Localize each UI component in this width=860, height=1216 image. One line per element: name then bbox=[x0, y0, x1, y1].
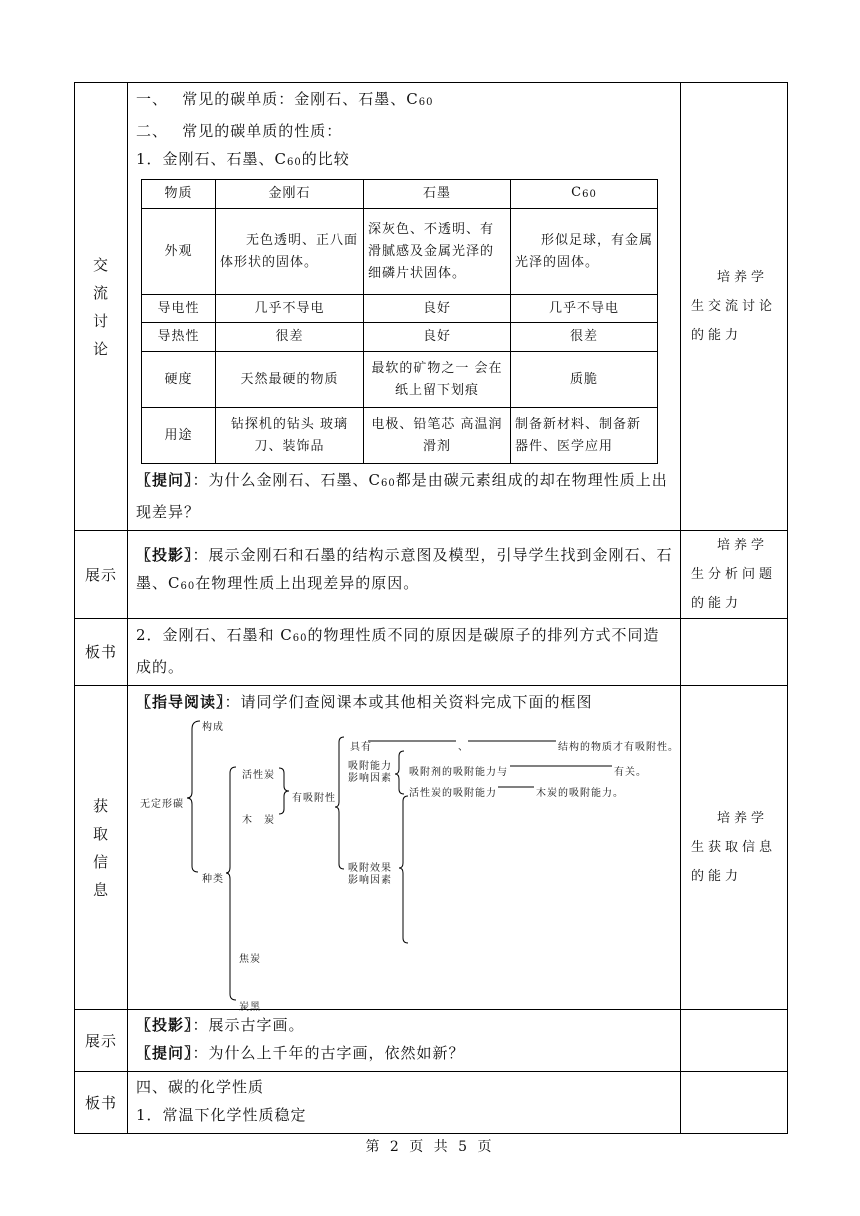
goal-info: 培养学生获取信息的能力 bbox=[681, 686, 788, 1010]
brace-adsorb bbox=[279, 768, 289, 814]
table-cell: 最软的矿物之一 会在纸上留下划痕 bbox=[364, 352, 511, 408]
empty-cell bbox=[681, 619, 788, 686]
row-label-board-2: 板书 bbox=[75, 1072, 128, 1134]
board-content-2: 四、碳的化学性质 1．常温下化学性质稳定 bbox=[128, 1072, 681, 1134]
board-content-1: 2．金刚石、石墨和 $C_{60}$的物理性质不同的原因是碳原子的排列方式不同造成的。 bbox=[128, 619, 681, 686]
table-cell: 用途 bbox=[142, 408, 216, 464]
goal-analysis: 培养学生分析问题的能力 bbox=[681, 531, 788, 619]
row-label-show-2: 展示 bbox=[75, 1010, 128, 1072]
node-carbon-black: 炭黑 bbox=[239, 1002, 261, 1013]
empty-cell bbox=[681, 1072, 788, 1134]
table-cell: 无色透明、正八面体形状的固体。 bbox=[216, 209, 364, 295]
table-cell: 导电性 bbox=[142, 295, 216, 323]
show-projection-content: 〖投影〗：展示金刚石和石墨的结构示意图及模型，引导学生找到金刚石、石墨、$C_{60}$在物理性质上出现差异的原因。 bbox=[128, 531, 681, 619]
node-factor-effect: 吸附效果影响因素 bbox=[348, 863, 392, 886]
table-cell: 天然最硬的物质 bbox=[216, 352, 364, 408]
table-row bbox=[142, 295, 658, 323]
table-row bbox=[142, 323, 658, 352]
discussion-content bbox=[128, 83, 681, 531]
node-factor1b: 活性炭的吸附能力 bbox=[409, 788, 497, 799]
brace-factor2 bbox=[399, 796, 408, 943]
show-painting-content: 〖投影〗：展示古字画。 〖提问〗：为什么上千年的古字画，依然如新？ bbox=[128, 1010, 681, 1072]
empty-cell bbox=[681, 1010, 788, 1072]
node-kinds: 种类 bbox=[202, 874, 224, 885]
brace-adsorb-branches bbox=[335, 737, 344, 869]
comparison-header-row bbox=[142, 180, 658, 209]
question-diff: 〖提问〗：为什么金刚石、石墨、$C_{60}$都是由碳元素组成的却在物理性质上出现差异？ bbox=[136, 471, 668, 521]
row-label-board: 板书 bbox=[75, 619, 128, 686]
goal-discussion: 培养学生交流讨论的能力 bbox=[681, 83, 788, 531]
row-get-info bbox=[75, 686, 788, 1010]
node-adsorptive: 有吸附性 bbox=[292, 793, 336, 804]
heading-comparison: 1．金刚石、石墨、$C_{60}$的比较 bbox=[136, 150, 350, 168]
row-label-discussion: 交流讨论 bbox=[75, 83, 128, 531]
table-cell: 外观 bbox=[142, 209, 216, 295]
table-cell: 几乎不导电 bbox=[511, 295, 658, 323]
lesson-plan-table bbox=[74, 82, 788, 1134]
header-c60: $C_{60}$ bbox=[511, 180, 658, 209]
node-amorphous-carbon: 无定形碳 bbox=[140, 799, 184, 810]
node-factor1b-tail: 木炭的吸附能力。 bbox=[536, 788, 624, 799]
node-dot-sep: 、 bbox=[458, 742, 469, 753]
table-cell: 电极、铅笔芯 高温润滑剂 bbox=[364, 408, 511, 464]
table-cell: 制备新材料、制备新器件、医学应用 bbox=[511, 408, 658, 464]
table-cell: 很差 bbox=[216, 323, 364, 352]
brace-root bbox=[187, 721, 200, 872]
row-label-info: 获取信息 bbox=[75, 686, 128, 1010]
heading-properties: 二、 常见的碳单质的性质： bbox=[136, 122, 343, 140]
node-has-tail: 结构的物质才有吸附性。 bbox=[558, 742, 679, 753]
node-factor1a: 吸附剂的吸附能力与 bbox=[409, 767, 508, 778]
brace-factor1 bbox=[395, 751, 404, 794]
table-cell: 良好 bbox=[364, 323, 511, 352]
row-board-1 bbox=[75, 619, 788, 686]
page-footer: 第 2 页 共 5 页 bbox=[365, 1139, 495, 1155]
table-cell: 深灰色、不透明、有滑腻感及金属光泽的细磷片状固体。 bbox=[364, 209, 511, 295]
table-cell: 质脆 bbox=[511, 352, 658, 408]
table-cell: 良好 bbox=[364, 295, 511, 323]
node-factor-capacity: 吸附能力影响因素 bbox=[348, 761, 392, 784]
table-cell: 几乎不导电 bbox=[216, 295, 364, 323]
table-cell: 硬度 bbox=[142, 352, 216, 408]
table-cell: 很差 bbox=[511, 323, 658, 352]
amorphous-carbon-diagram bbox=[136, 716, 679, 1013]
node-activated-carbon: 活性炭 bbox=[242, 770, 275, 781]
row-label-show: 展示 bbox=[75, 531, 128, 619]
table-row bbox=[142, 352, 658, 408]
node-has: 具有 bbox=[350, 742, 372, 753]
row-discussion bbox=[75, 83, 788, 531]
node-factor1a-tail: 有关。 bbox=[614, 767, 647, 778]
header-diamond: 金刚石 bbox=[216, 180, 364, 209]
header-graphite: 石墨 bbox=[364, 180, 511, 209]
node-charcoal: 木 炭 bbox=[242, 815, 275, 826]
row-board-2 bbox=[75, 1072, 788, 1134]
row-show-painting bbox=[75, 1010, 788, 1072]
header-substance: 物质 bbox=[142, 180, 216, 209]
node-coke: 焦炭 bbox=[239, 954, 261, 965]
table-cell: 形似足球，有金属光泽的固体。 bbox=[511, 209, 658, 295]
table-cell: 导热性 bbox=[142, 323, 216, 352]
comparison-table bbox=[141, 179, 658, 464]
brace-kinds bbox=[226, 767, 236, 1000]
table-cell: 钻探机的钻头 玻璃刀、装饰品 bbox=[216, 408, 364, 464]
row-show-projection bbox=[75, 531, 788, 619]
info-content: 〖指导阅读〗：请同学们查阅课本或其他相关资料完成下面的框图 构成 无定形碳 种类 活性炭 木 炭 有吸附性 具有 、 结构的物质才有吸附性。 吸附能力影响因素 吸附剂的吸附能力与 有关。 活性炭的吸附能力 木炭的吸附能力。 吸附效果影响因素 焦炭 炭黑 bbox=[128, 686, 681, 1010]
node-composition: 构成 bbox=[202, 722, 224, 733]
table-row bbox=[142, 408, 658, 464]
heading-carbon-elements: 一、 常见的碳单质：金刚石、石墨、$C_{60}$ bbox=[136, 90, 434, 108]
table-row bbox=[142, 209, 658, 295]
